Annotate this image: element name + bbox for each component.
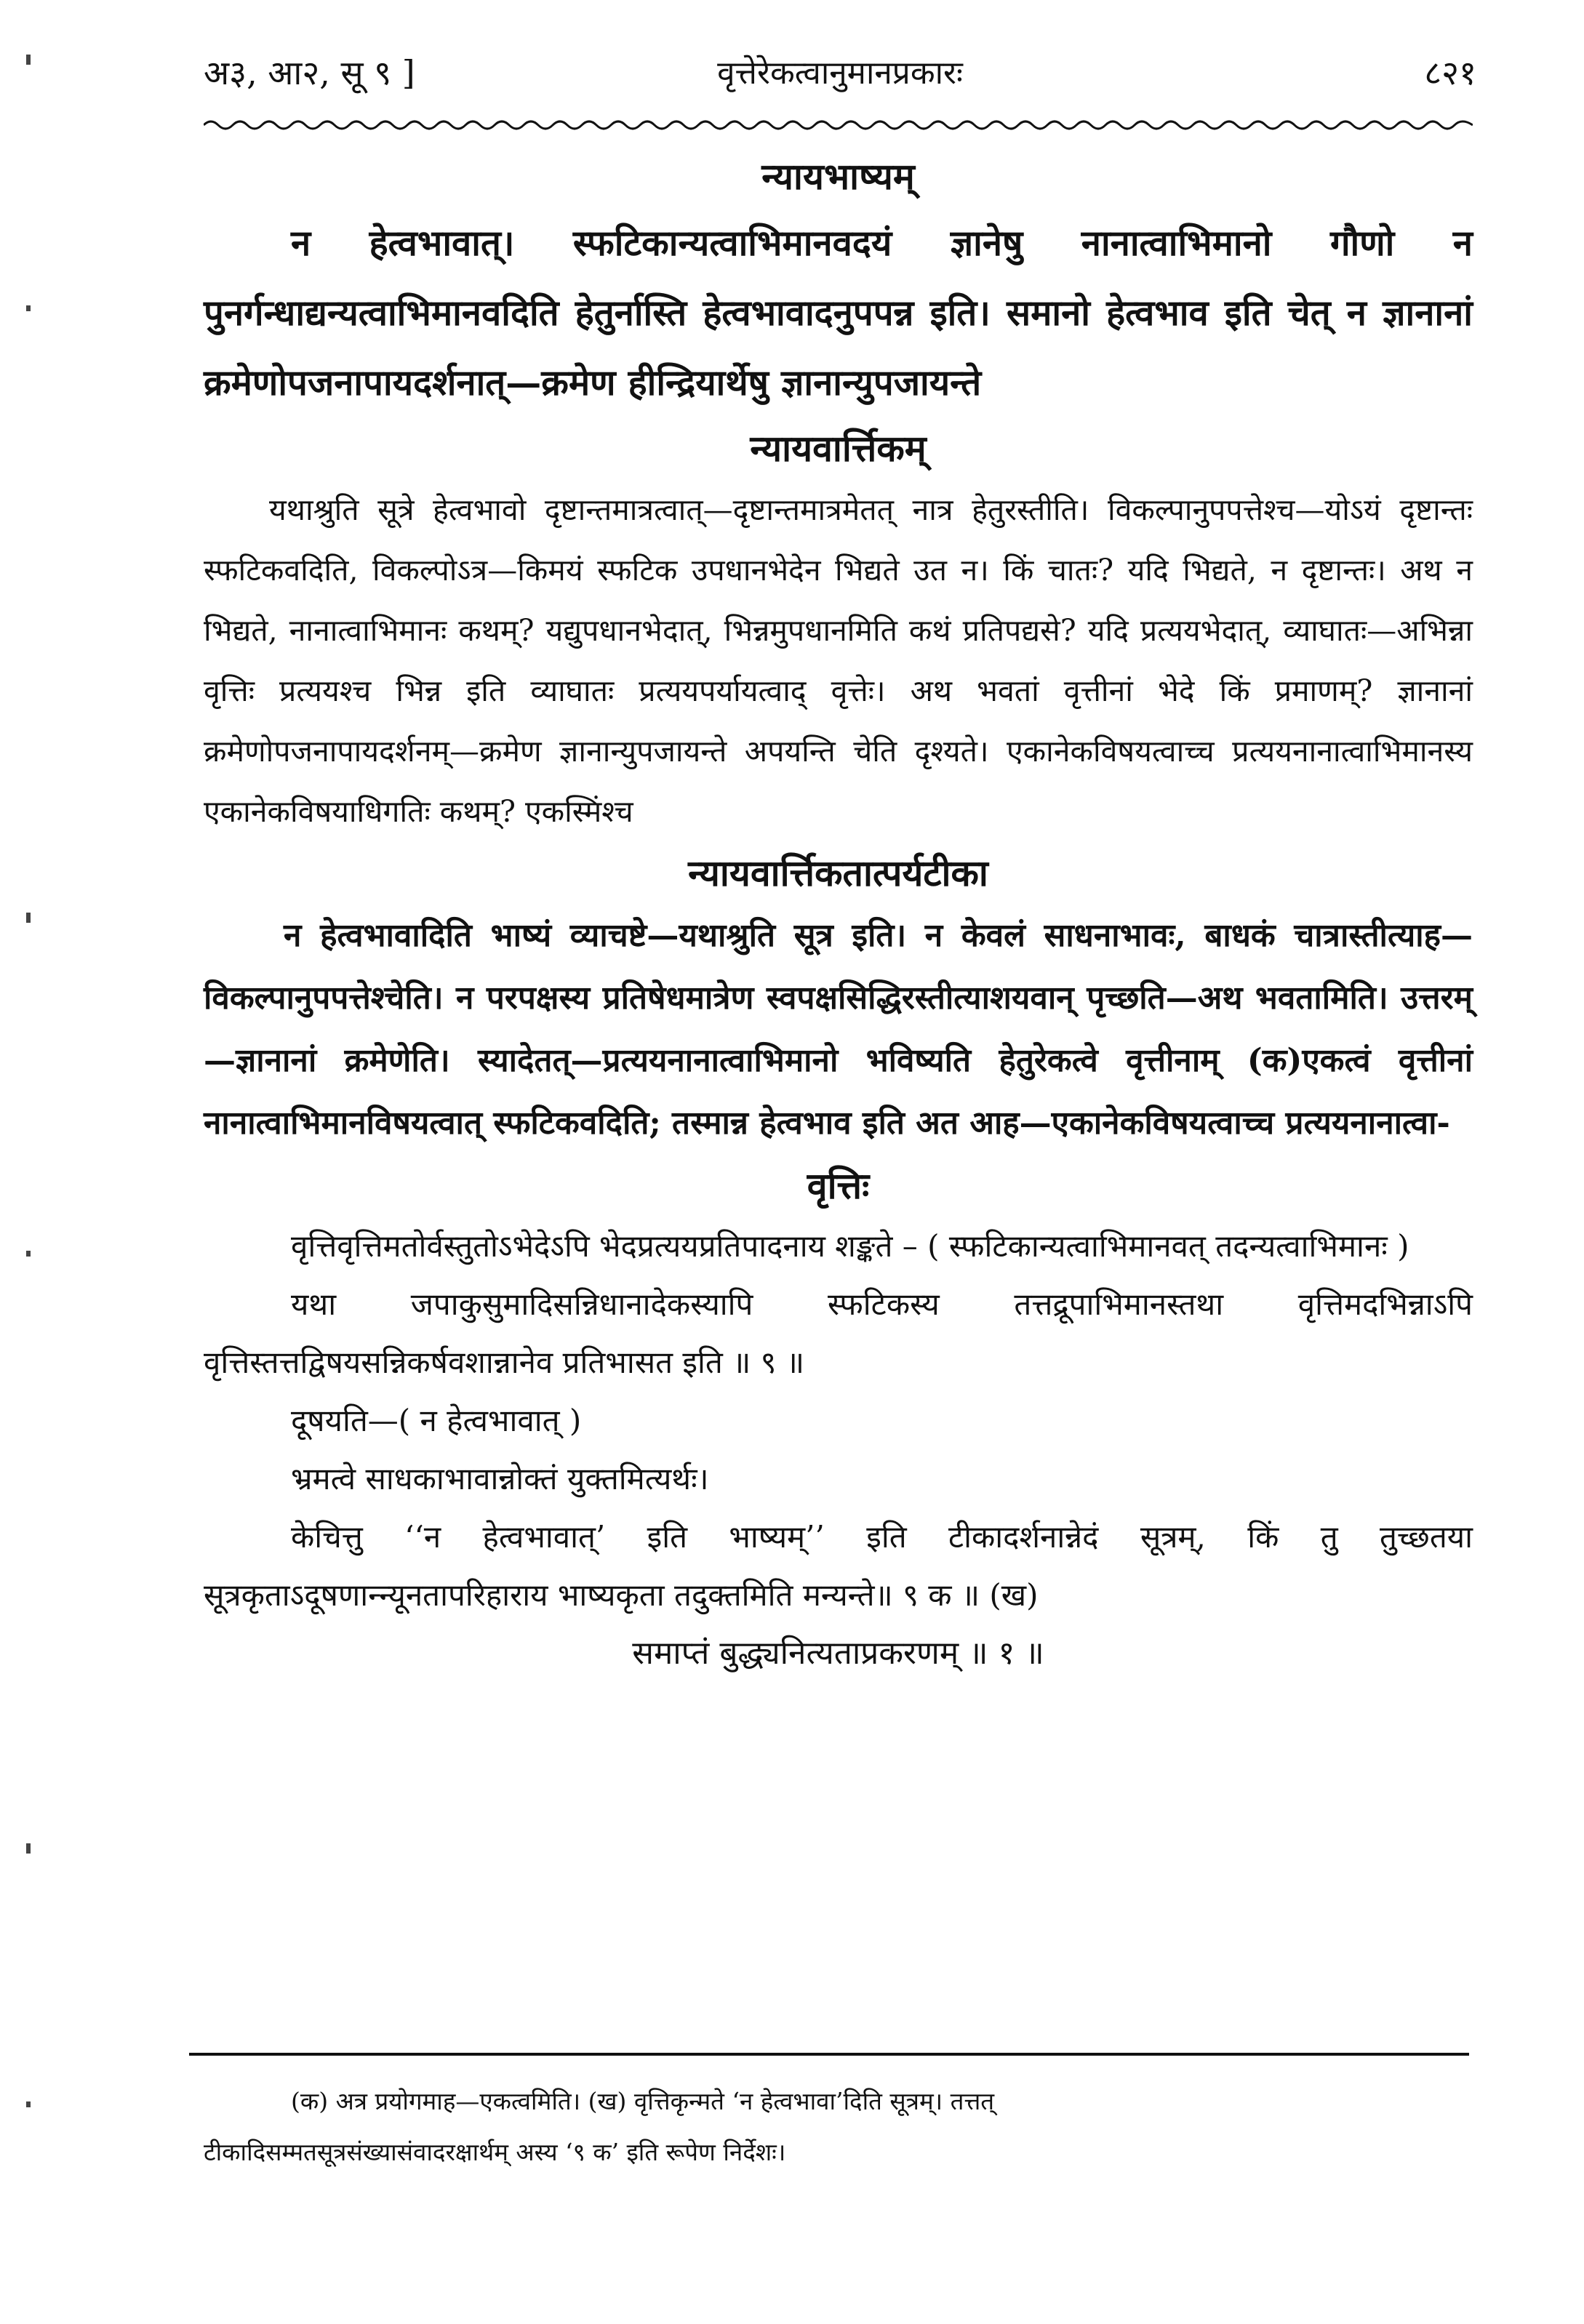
tika-text: न हेत्वभावादिति भाष्यं व्याचष्टे—यथाश्रुति सूत्र इति। न केवलं साधनाभावः, बाधकं चात्रास्तीत्याह—विकल्पानुपपत्तेश्चेति। न परपक्षस्य प्रतिषेधमात्रेण स्वपक्षसिद्धिरस्तीत्याशयवान् पृच्छति—अथ भवतामिति। उत्तरम्—ज्ञानानां क्रमेणेति। स्यादेतत्—प्रत्ययनानात्वाभिमानो भविष्यति हेतुरेकत्वे वृत्तीनाम् (क)एकत्वं वृत्तीनां नानात्वाभिमानविषयत्वात् स्फटिकवदिति; तस्मान्न हेत्वभाव इति अत आह—एकानेकविषयत्वाच्च प्रत्ययनानात्वा- [204,917,1473,1142]
bhashya-heading: न्यायभाष्यम् [761,155,915,198]
footnote-line: (क) अत्र प्रयोगमाह—एकत्वमिति। (ख) वृत्तिकृन्मते ‘न हेत्वभावा’दिति सूत्रम्। तत्तत् [291,2087,995,2115]
margin-mark [26,2101,31,2107]
vritti-paragraph: यथा जपाकुसुमादिसन्निधानादेकस्यापि स्फटिकस्य तत्तद्रूपाभिमानस्तथा वृत्तिमदभिन्नाऽपि वृत्तिस्तत्तद्विषयसन्निकर्षवशान्नानेव प्रतिभासत इति ॥ ९ ॥ [204,1286,1473,1380]
margin-mark [26,1251,31,1257]
section-colophon: समाप्तं बुद्ध्यनित्यताप्रकरणम् ॥ १ ॥ [632,1635,1044,1672]
wavy-header-rule [204,116,1473,134]
bhashya-text: न हेत्वभावात्। स्फटिकान्यत्वाभिमानवदयं ज्ञानेषु नानात्वाभिमानो गौणो न पुनर्गन्धाद्यन्यत्वाभिमानवदिति हेतुर्नास्ति हेत्वभावादनुपपन्न इति। समानो हेत्वभाव इति चेत् न ज्ञानानां क्रमेणोपजनापायदर्शनात्—क्रमेण हीन्द्रियार्थेषु ज्ञानान्युपजायन्ते [204,222,1473,404]
main-text [204,145,1473,1683]
footnotes [204,2076,1473,2178]
vritti-paragraph: केचित्तु ‘‘न हेत्वभावात्’ इति भाष्यम्’’ इति टीकादर्शनान्नेदं सूत्रम्, किं तु तुच्छतया सूत्रकृताऽदूषणान्न्यूनतापरिहाराय भाष्यकृता तदुक्तमिति मन्यन्ते॥ ९ क ॥ (ख) [204,1519,1473,1613]
page-number: ८२१ [1424,53,1476,92]
vartika-heading: न्यायवार्त्तिकम् [750,427,927,470]
tika-heading: न्यायवार्त्तिकतात्पर्यटीका [688,852,988,894]
vartika-text: यथाश्रुति सूत्रे हेत्वभावो दृष्टान्तमात्रत्वात्—दृष्टान्तमात्रमेतत् नात्र हेतुरस्तीति। विकल्पानुपपत्तेश्च—योऽयं दृष्टान्तः स्फटिकवदिति, विकल्पोऽत्र—किमयं स्फटिक उपधानभेदेन भिद्यते उत न। किं चातः? यदि भिद्यते, न दृष्टान्तः। अथ न भिद्यते, नानात्वाभिमानः कथम्? यद्युपधानभेदात्, भिन्नमुपधानमिति कथं प्रतिपद्यसे? यदि प्रत्ययभेदात्, व्याघातः—अभिन्ना वृत्तिः प्रत्ययश्च भिन्न इति व्याघातः प्रत्ययपर्यायत्वाद् वृत्तेः। अथ भवतां वृत्तीनां भेदे किं प्रमाणम्? ज्ञानानां क्रमेणोपजनापायदर्शनम्—क्रमेण ज्ञानान्युपजायन्ते अपयन्ति चेति दृश्यते। एकानेकविषयत्वाच्च प्रत्ययनानात्वाभिमानस्य एकानेकविषयाधिगतिः कथम्? एकस्मिंश्च [204,492,1473,829]
footnote-line: टीकादिसम्मतसूत्रसंख्यासंवादरक्षार्थम् अस्य ‘९ क’ इति रूपेण निर्देशः। [204,2138,786,2166]
margin-mark [26,913,31,923]
vritti-paragraph: दूषयति—( न हेत्वभावात् ) [291,1403,582,1438]
running-header [204,35,1476,100]
vritti-paragraph: भ्रमत्वे साधकाभावान्नोक्तं युक्तमित्यर्थः। [291,1461,709,1496]
margin-mark [26,1843,31,1854]
vritti-heading: वृत्तिः [807,1164,870,1207]
footnote-rule [189,2053,1469,2056]
sutra-reference: अ३, आ२, सू ९ ] [204,53,415,92]
margin-mark [26,305,31,311]
margin-mark [26,55,31,65]
vritti-paragraph: वृत्तिवृत्तिमतोर्वस्तुतोऽभेदेऽपि भेदप्रत्ययप्रतिपादनाय शङ्कते – ( स्फटिकान्यत्वाभिमानवत् तदन्यत्वाभिमानः ) [291,1228,1409,1264]
running-title: वृत्तेरेकत्वानुमानप्रकारः [717,55,963,92]
